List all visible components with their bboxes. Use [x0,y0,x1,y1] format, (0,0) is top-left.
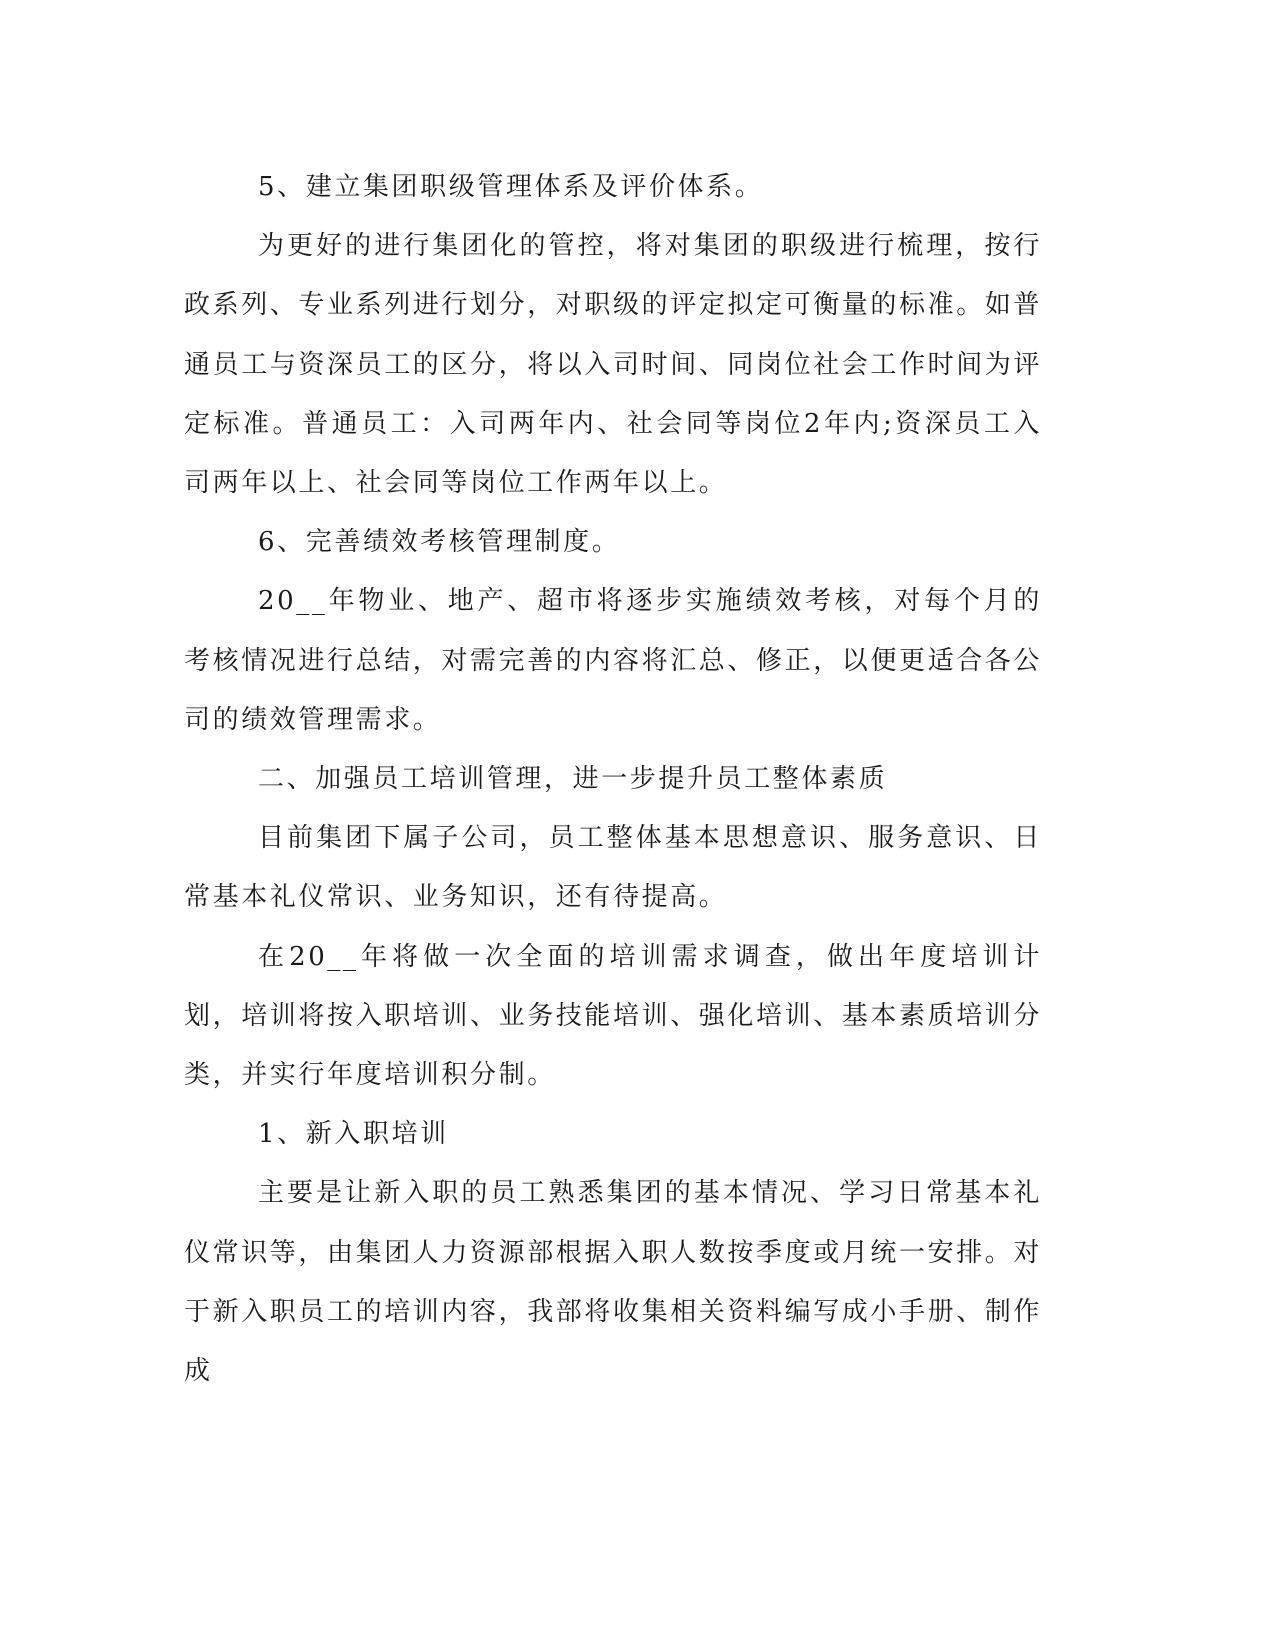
document-body [184,158,1042,1401]
paragraph-job-level-details: 为更好的进行集团化的管控，将对集团的职级进行梳理，按行政系列、专业系列进行划分，对职级的评定拟定可衡量的标准。如普通员工与资深员工的区分，将以入司时间、同岗位社会工作时间为评定标准。普通员工：入司两年内、社会同等岗位2年内;资深员工入司两年以上、社会同等岗位工作两年以上。 [184,231,1043,499]
paragraph-performance-details: 20__年物业、地产、超市将逐步实施绩效考核，对每个月的考核情况进行总结，对需完善的内容将汇总、修正，以便更适合各公司的绩效管理需求。 [184,586,1043,735]
section-heading-performance-system: 6、完善绩效考核管理制度。 [258,527,621,558]
paragraph-new-hire-training-details: 主要是让新入职的员工熟悉集团的基本情况、学习日常基本礼仪常识等，由集团人力资源部根据入职人数按季度或月统一安排。对于新入职员工的培训内容，我部将收集相关资料编写成小手册、制作成 [184,1178,1043,1387]
paragraph-training-plan: 在20__年将做一次全面的培训需求调查，做出年度培训计划，培训将按入职培训、业务技能培训、强化培训、基本素质培训分类，并实行年度培训积分制。 [184,941,1043,1091]
section-heading-training-management: 二、加强员工培训管理，进一步提升员工整体素质 [258,764,888,795]
paragraph-training-status: 目前集团下属子公司，员工整体基本思想意识、服务意识、日常基本礼仪常识、业务知识，还有待提高。 [184,823,1042,913]
section-heading-job-level-system: 5、建立集团职级管理体系及评价体系。 [258,172,764,202]
section-heading-new-hire-training: 1、新入职培训 [258,1119,449,1150]
